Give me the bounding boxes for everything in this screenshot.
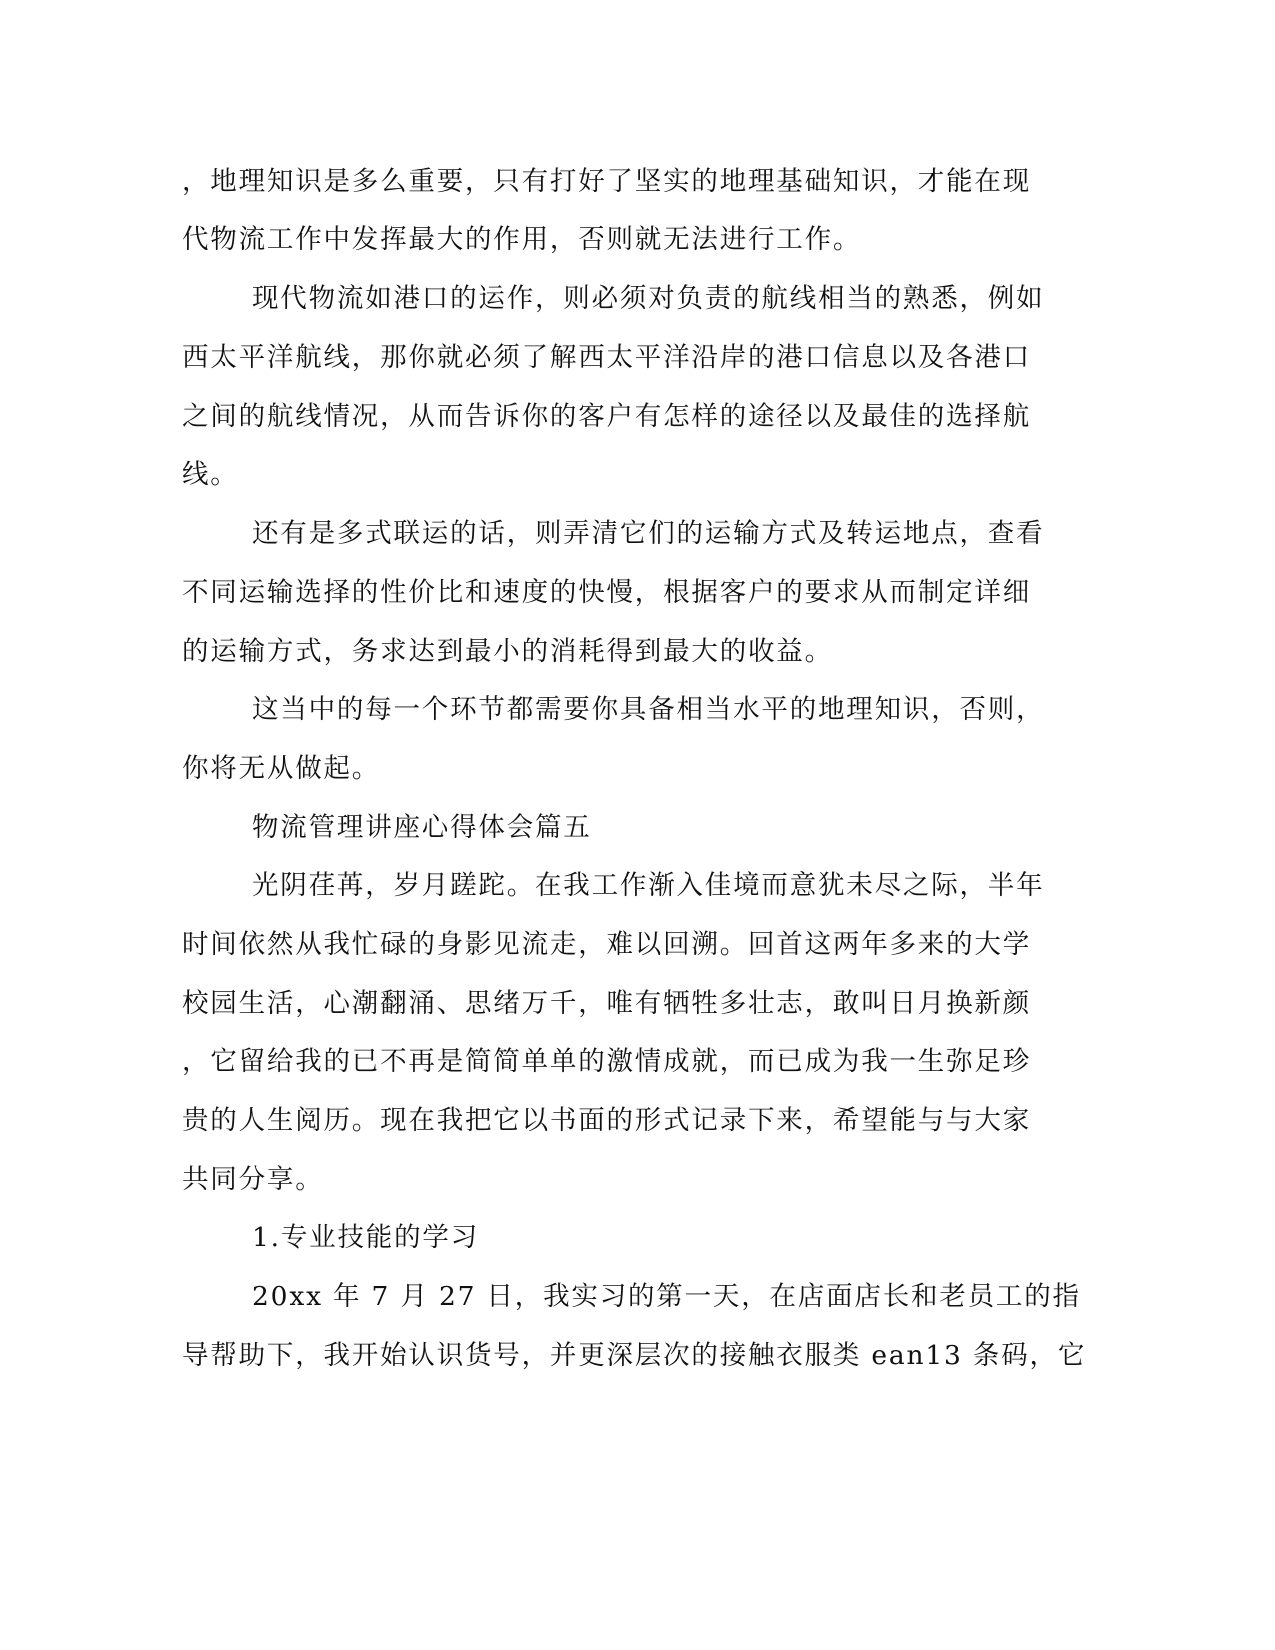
text-line: 西太平洋航线，那你就必须了解西太平洋沿岸的港口信息以及各港口 [182,342,1031,373]
text-line: ，地理知识是多么重要，只有打好了坚实的地理基础知识，才能在现 [182,166,1031,197]
text-line: 共同分享。 [182,1164,324,1195]
text-line: 贵的人生阅历。现在我把它以书面的形式记录下来，希望能与与大家 [182,1105,1031,1136]
text-line: 时间依然从我忙碌的身影见流走，难以回溯。回首这两年多来的大学 [182,929,1031,960]
text-line: 线。 [182,459,239,490]
paragraph-first-line: 20xx 年 7 月 27 日，我实习的第一天，在店面店长和老员工的指 [252,1281,1081,1312]
text-line: 你将无从做起。 [182,753,381,784]
paragraph-first-line: 现代物流如港口的运作，则必须对负责的航线相当的熟悉，例如 [252,283,1045,314]
text-line: 之间的航线情况，从而告诉你的客户有怎样的途径以及最佳的选择航 [182,401,1031,432]
section-heading: 物流管理讲座心得体会篇五 [252,812,592,843]
paragraph-first-line: 还有是多式联运的话，则弄清它们的运输方式及转运地点，查看 [252,518,1045,549]
paragraph-first-line: 光阴荏苒，岁月蹉跎。在我工作渐入佳境而意犹未尽之际，半年 [252,870,1045,901]
text-line: ，它留给我的已不再是简简单单的激情成就，而已成为我一生弥足珍 [182,1046,1031,1077]
text-line: 校园生活，心潮翻涌、思绪万千，唯有牺牲多壮志，敢叫日月换新颜 [182,988,1031,1019]
text-line: 的运输方式，务求达到最小的消耗得到最大的收益。 [182,636,833,667]
subsection-heading: 1.专业技能的学习 [252,1222,479,1253]
paragraph-first-line: 这当中的每一个环节都需要你具备相当水平的地理知识，否则， [252,694,1045,725]
text-line: 导帮助下，我开始认识货号，并更深层次的接触衣服类 ean13 条码，它 [182,1340,1087,1371]
text-line: 不同运输选择的性价比和速度的快慢，根据客户的要求从而制定详细 [182,577,1031,608]
text-line: 代物流工作中发挥最大的作用，否则就无法进行工作。 [182,224,862,255]
